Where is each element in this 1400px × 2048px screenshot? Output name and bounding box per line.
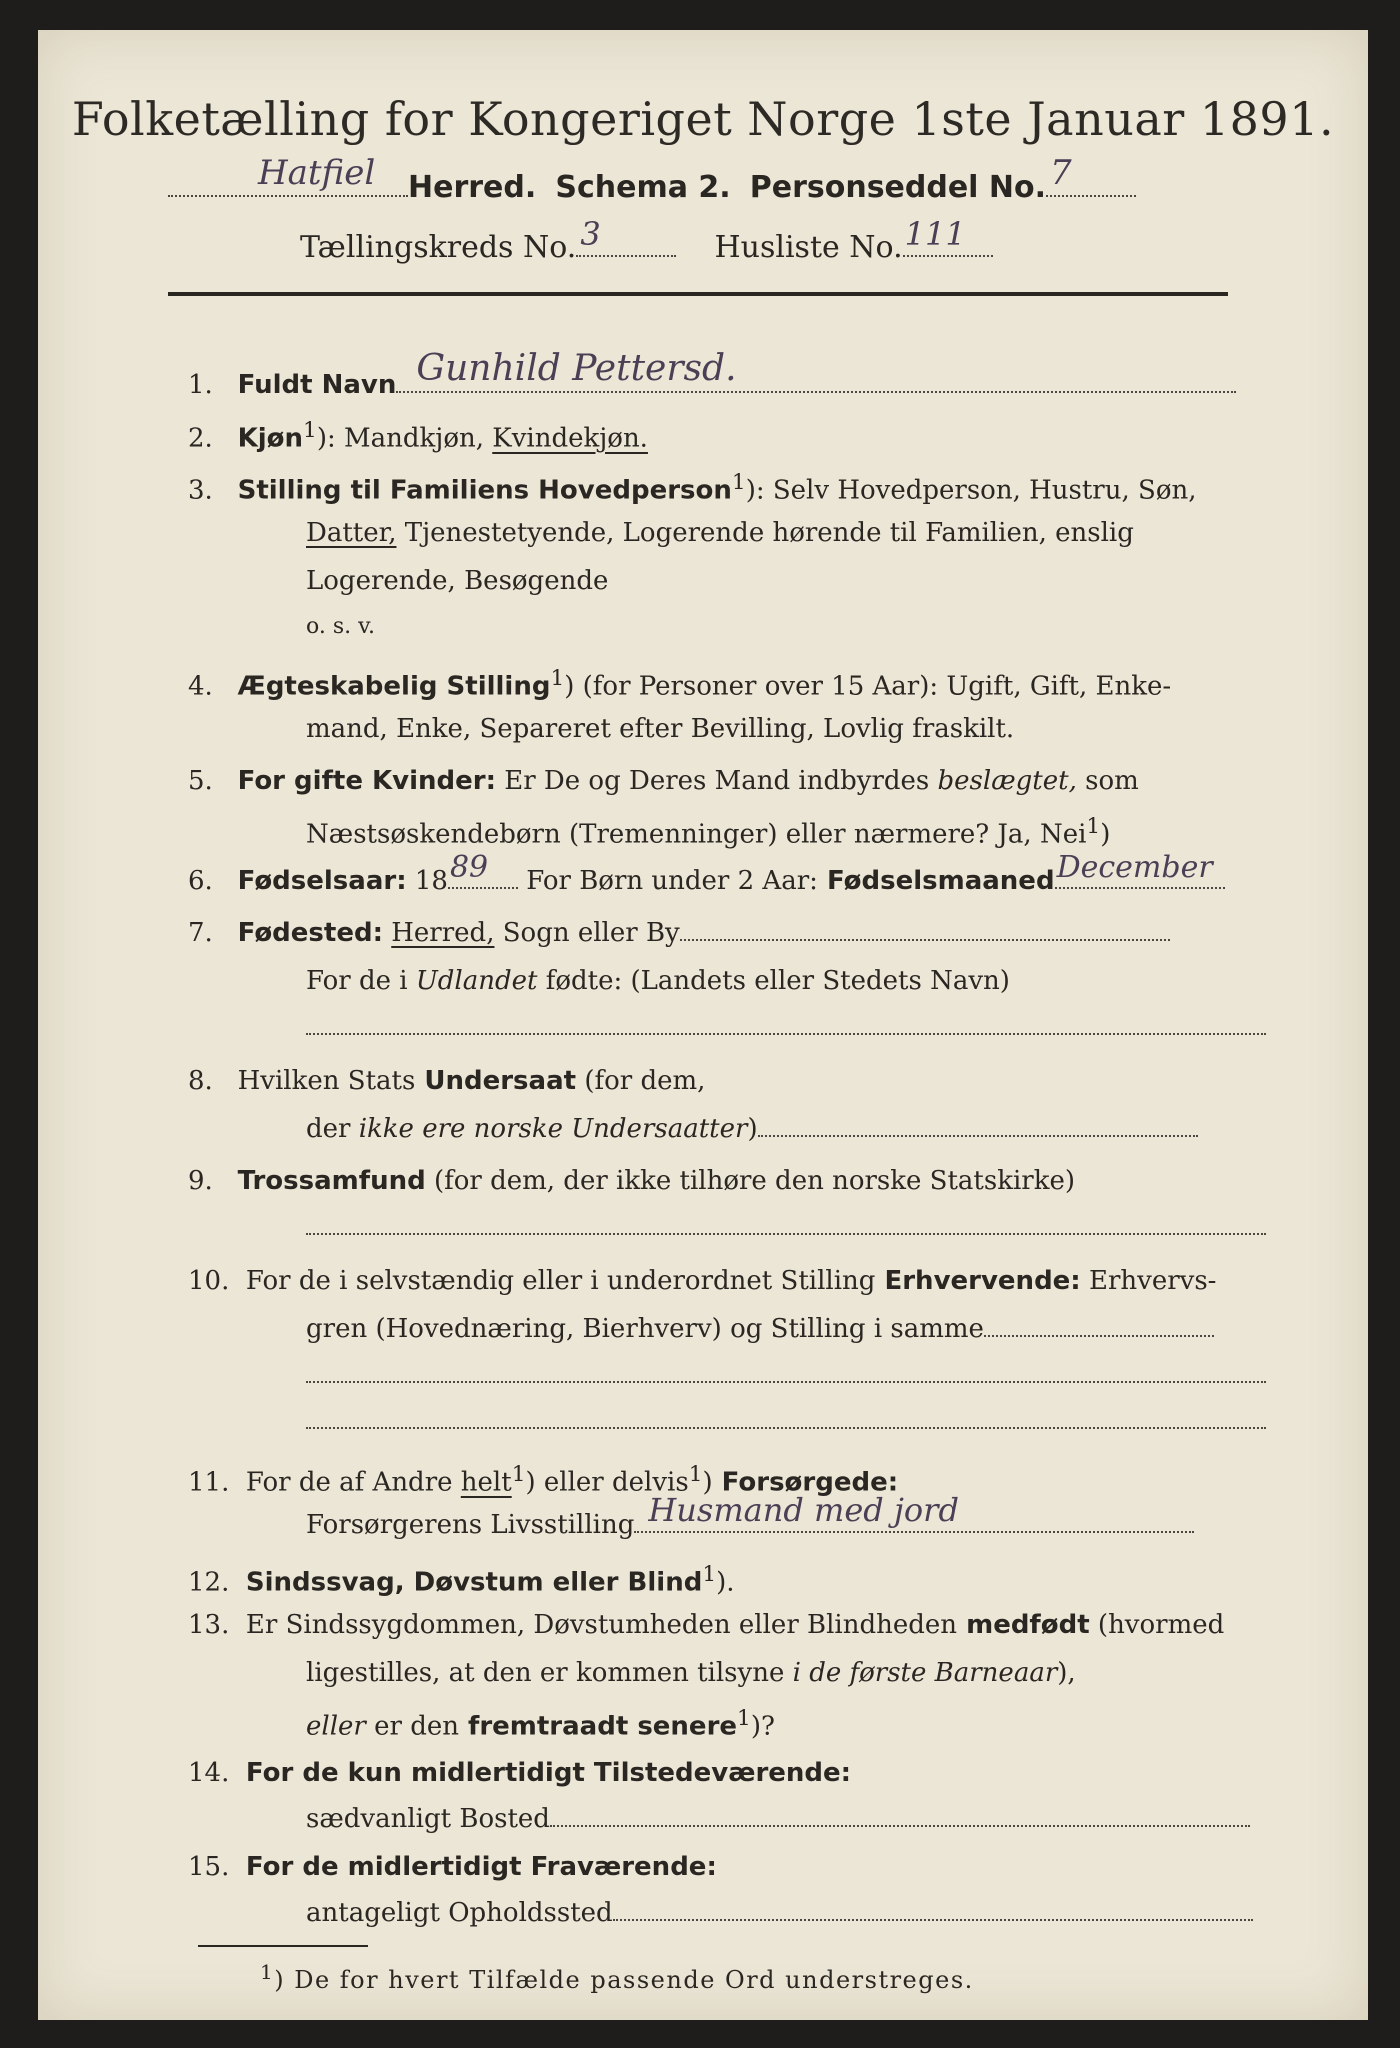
- field-label: For de midlertidigt Fraværende:: [245, 1852, 717, 1882]
- footnote-ref: 1: [260, 1960, 275, 1984]
- field-text: fødte: (Landets eller Stedets Navn): [537, 966, 1010, 996]
- italic-text: eller: [306, 1711, 366, 1742]
- item-11-line-2: [306, 1491, 1194, 1540]
- field-text: Forsørgerens Livsstilling: [306, 1510, 635, 1540]
- husliste-value: 111: [904, 215, 966, 253]
- field-label: Stilling til Familiens Hovedperson: [237, 475, 732, 506]
- field-text: 18: [406, 866, 448, 896]
- item-4-line-2: mand, Enke, Separeret efter Bevilling, Lovlig fraskilt.: [306, 714, 1015, 744]
- item-13-line-2: [306, 1658, 1076, 1688]
- item-1: [188, 348, 1236, 400]
- field-text: er den: [365, 1711, 459, 1742]
- item-number: 3.: [188, 475, 213, 506]
- footnote: [260, 1960, 974, 1994]
- personseddel-value: 7: [1050, 153, 1072, 193]
- item-number: 7.: [188, 918, 213, 948]
- item-5-line-2: Næstsøskendebørn (Tremenninger) eller nærmere? Ja, Nei$^1$): [306, 814, 1111, 850]
- item-9: [188, 1166, 1075, 1196]
- field-label: Fuldt Navn: [237, 370, 397, 400]
- italic-text: i de første Barneaar: [784, 1658, 1058, 1688]
- item-2: [188, 418, 648, 454]
- field-text: sædvanligt Bosted: [306, 1804, 550, 1834]
- underlined-answer: helt: [460, 1467, 512, 1498]
- item-number: 12.: [188, 1567, 230, 1598]
- schema-label: Schema 2.: [555, 170, 731, 205]
- item-14-line-2: [306, 1804, 1250, 1834]
- field-text: ) eller delvis: [525, 1467, 689, 1498]
- item-number: 1.: [188, 370, 213, 400]
- field-text: ): Selv Hovedperson, Hustru, Søn,: [745, 475, 1197, 506]
- field-text: Er Sindssygdommen, Døvstumheden eller Blindheden: [245, 1610, 958, 1640]
- field-text: gren (Hovednæring, Bierhverv) og Stilling i samme: [306, 1314, 984, 1344]
- field-label: medfødt: [957, 1610, 1090, 1640]
- field-text: (for dem, der ikke tilhøre den norske Statskirke): [425, 1166, 1076, 1196]
- field-text: Er De og Deres Mand indbyrdes: [495, 766, 930, 796]
- field-label: For gifte Kvinder:: [237, 766, 496, 796]
- item-7-line-2: [306, 966, 1010, 996]
- item-number: 10.: [188, 1266, 230, 1296]
- italic-text: Udlandet: [415, 966, 538, 996]
- tellingskreds-row: [300, 215, 993, 265]
- field-label: Forsørgede:: [712, 1467, 899, 1498]
- field-text: ) (for Personer over 15 Aar): Ugift, Gift, Enke-: [564, 671, 1172, 702]
- field-text: ): [747, 1114, 758, 1144]
- field-text: ).: [716, 1567, 735, 1598]
- item-number: 2.: [188, 423, 213, 454]
- field-text: Erhvervs-: [1080, 1266, 1217, 1296]
- personseddel-label: Personseddel No.: [749, 170, 1047, 205]
- fuldt-navn-value: Gunhild Pettersd.: [416, 348, 737, 389]
- item-number: 14.: [188, 1758, 230, 1788]
- footnote-text: ) De for hvert Tilfælde passende Ord understreges.: [274, 1966, 974, 1994]
- field-label: Ægteskabelig Stilling: [237, 671, 551, 702]
- item-13: [188, 1610, 1224, 1640]
- footnote-ref: 1: [737, 1706, 751, 1731]
- footnote-ref: 1: [702, 1562, 717, 1587]
- item-7-blank-line: [306, 1012, 1266, 1042]
- field-label: Erhvervende:: [875, 1266, 1081, 1296]
- italic-text: beslægtet,: [929, 766, 1077, 796]
- item-9-blank-line: [306, 1212, 1266, 1242]
- herred-row: [168, 153, 1136, 205]
- tellingskreds-value: 3: [580, 215, 601, 253]
- item-number: 13.: [188, 1610, 230, 1640]
- census-form-page: [38, 30, 1368, 2020]
- field-text: For Børn under 2 Aar:: [517, 866, 818, 896]
- field-label: For de kun midlertidigt Tilstedeværende:: [245, 1758, 852, 1788]
- footnote-ref: 1: [550, 666, 565, 691]
- item-6: [188, 850, 1225, 896]
- item-12: [188, 1562, 735, 1598]
- field-text: (hvormed: [1089, 1610, 1225, 1640]
- underlined-answer: Datter,: [306, 518, 397, 548]
- field-label: Fødselsmaaned: [817, 866, 1055, 896]
- field-label: fremtraadt senere: [458, 1711, 738, 1742]
- footnote-divider: [198, 1945, 368, 1947]
- fodselsmaaned-value: December: [1056, 850, 1213, 885]
- footnote-ref: 1: [731, 470, 746, 495]
- field-text: som: [1076, 766, 1139, 796]
- item-10-blank-line-2: [306, 1406, 1266, 1436]
- item-3-line-2: [306, 518, 1134, 548]
- footnote-ref: 1: [511, 1462, 526, 1487]
- item-13-line-3: [306, 1706, 775, 1742]
- field-text: Hvilken Stats: [237, 1066, 416, 1096]
- field-label: Fødselsaar:: [237, 866, 407, 896]
- field-text: For de af Andre: [245, 1467, 453, 1498]
- underlined-answer: Kvindekjøn.: [492, 423, 648, 454]
- field-text: ligestilles, at den er kommen tilsyne: [306, 1658, 785, 1688]
- field-text: der: [306, 1114, 351, 1144]
- item-15: [188, 1852, 717, 1882]
- field-label: Fødested:: [237, 918, 383, 948]
- field-text: ),: [1057, 1658, 1076, 1688]
- item-number: 5.: [188, 766, 213, 796]
- herred-value: Hatfiel: [258, 153, 376, 193]
- item-10-line-2: [306, 1314, 1214, 1344]
- herred-label: Herred.: [408, 170, 537, 205]
- item-5: [188, 766, 1139, 796]
- field-label: Undersaat: [415, 1066, 577, 1096]
- field-text: (for dem,: [576, 1066, 706, 1096]
- item-number: 8.: [188, 1066, 213, 1096]
- field-text: ): [702, 1467, 713, 1498]
- field-text: antageligt Opholdssted: [306, 1898, 613, 1928]
- forsorger-livsstilling-value: Husmand med jord: [648, 1491, 959, 1529]
- footnote-ref: 1: [688, 1462, 703, 1487]
- field-text: Næstsøskendebørn (Tremenninger) eller nærmere? Ja, Nei: [306, 819, 1087, 850]
- field-text: ): Mandkjøn,: [316, 423, 484, 454]
- item-8: [188, 1066, 705, 1096]
- field-text: )?: [750, 1711, 775, 1742]
- item-3: [188, 470, 1197, 506]
- item-number: 6.: [188, 866, 213, 896]
- field-text: Sogn eller By: [494, 918, 680, 948]
- underlined-answer: Herred,: [391, 918, 495, 948]
- fodselsaar-value: 89: [449, 850, 489, 885]
- item-4: [188, 666, 1171, 702]
- footnote-ref: 1: [1086, 814, 1101, 839]
- footnote-ref: 1: [303, 418, 317, 443]
- field-text: Tjenestetyende, Logerende hørende til Familien, enslig: [396, 518, 1134, 548]
- item-14: [188, 1758, 851, 1788]
- item-15-line-2: [306, 1898, 1253, 1928]
- item-7: [188, 918, 1170, 948]
- field-text: For de i selvstændig eller i underordnet Stilling: [245, 1266, 876, 1296]
- header-divider: [168, 292, 1228, 296]
- tellingskreds-label: Tællingskreds No.: [300, 230, 577, 265]
- item-10-blank-line-1: [306, 1360, 1266, 1390]
- item-10: [188, 1266, 1216, 1296]
- item-number: 11.: [188, 1467, 230, 1498]
- field-label: Kjøn: [237, 423, 304, 454]
- field-label: Trossamfund: [237, 1166, 426, 1196]
- husliste-label: Husliste No.: [714, 230, 903, 265]
- item-number: 15.: [188, 1852, 230, 1882]
- field-text: For de i: [306, 966, 408, 996]
- item-3-line-4: o. s. v.: [306, 614, 375, 639]
- item-8-line-2: [306, 1114, 1198, 1144]
- italic-text: ikke ere norske Undersaatter: [350, 1114, 748, 1144]
- item-3-line-3: Logerende, Besøgende: [306, 566, 609, 596]
- item-number: 9.: [188, 1166, 213, 1196]
- form-title: Folketælling for Kongeriget Norge 1ste Januar 1891.: [71, 92, 1335, 146]
- item-number: 4.: [188, 671, 213, 702]
- field-label: Sindssvag, Døvstum eller Blind: [245, 1567, 703, 1598]
